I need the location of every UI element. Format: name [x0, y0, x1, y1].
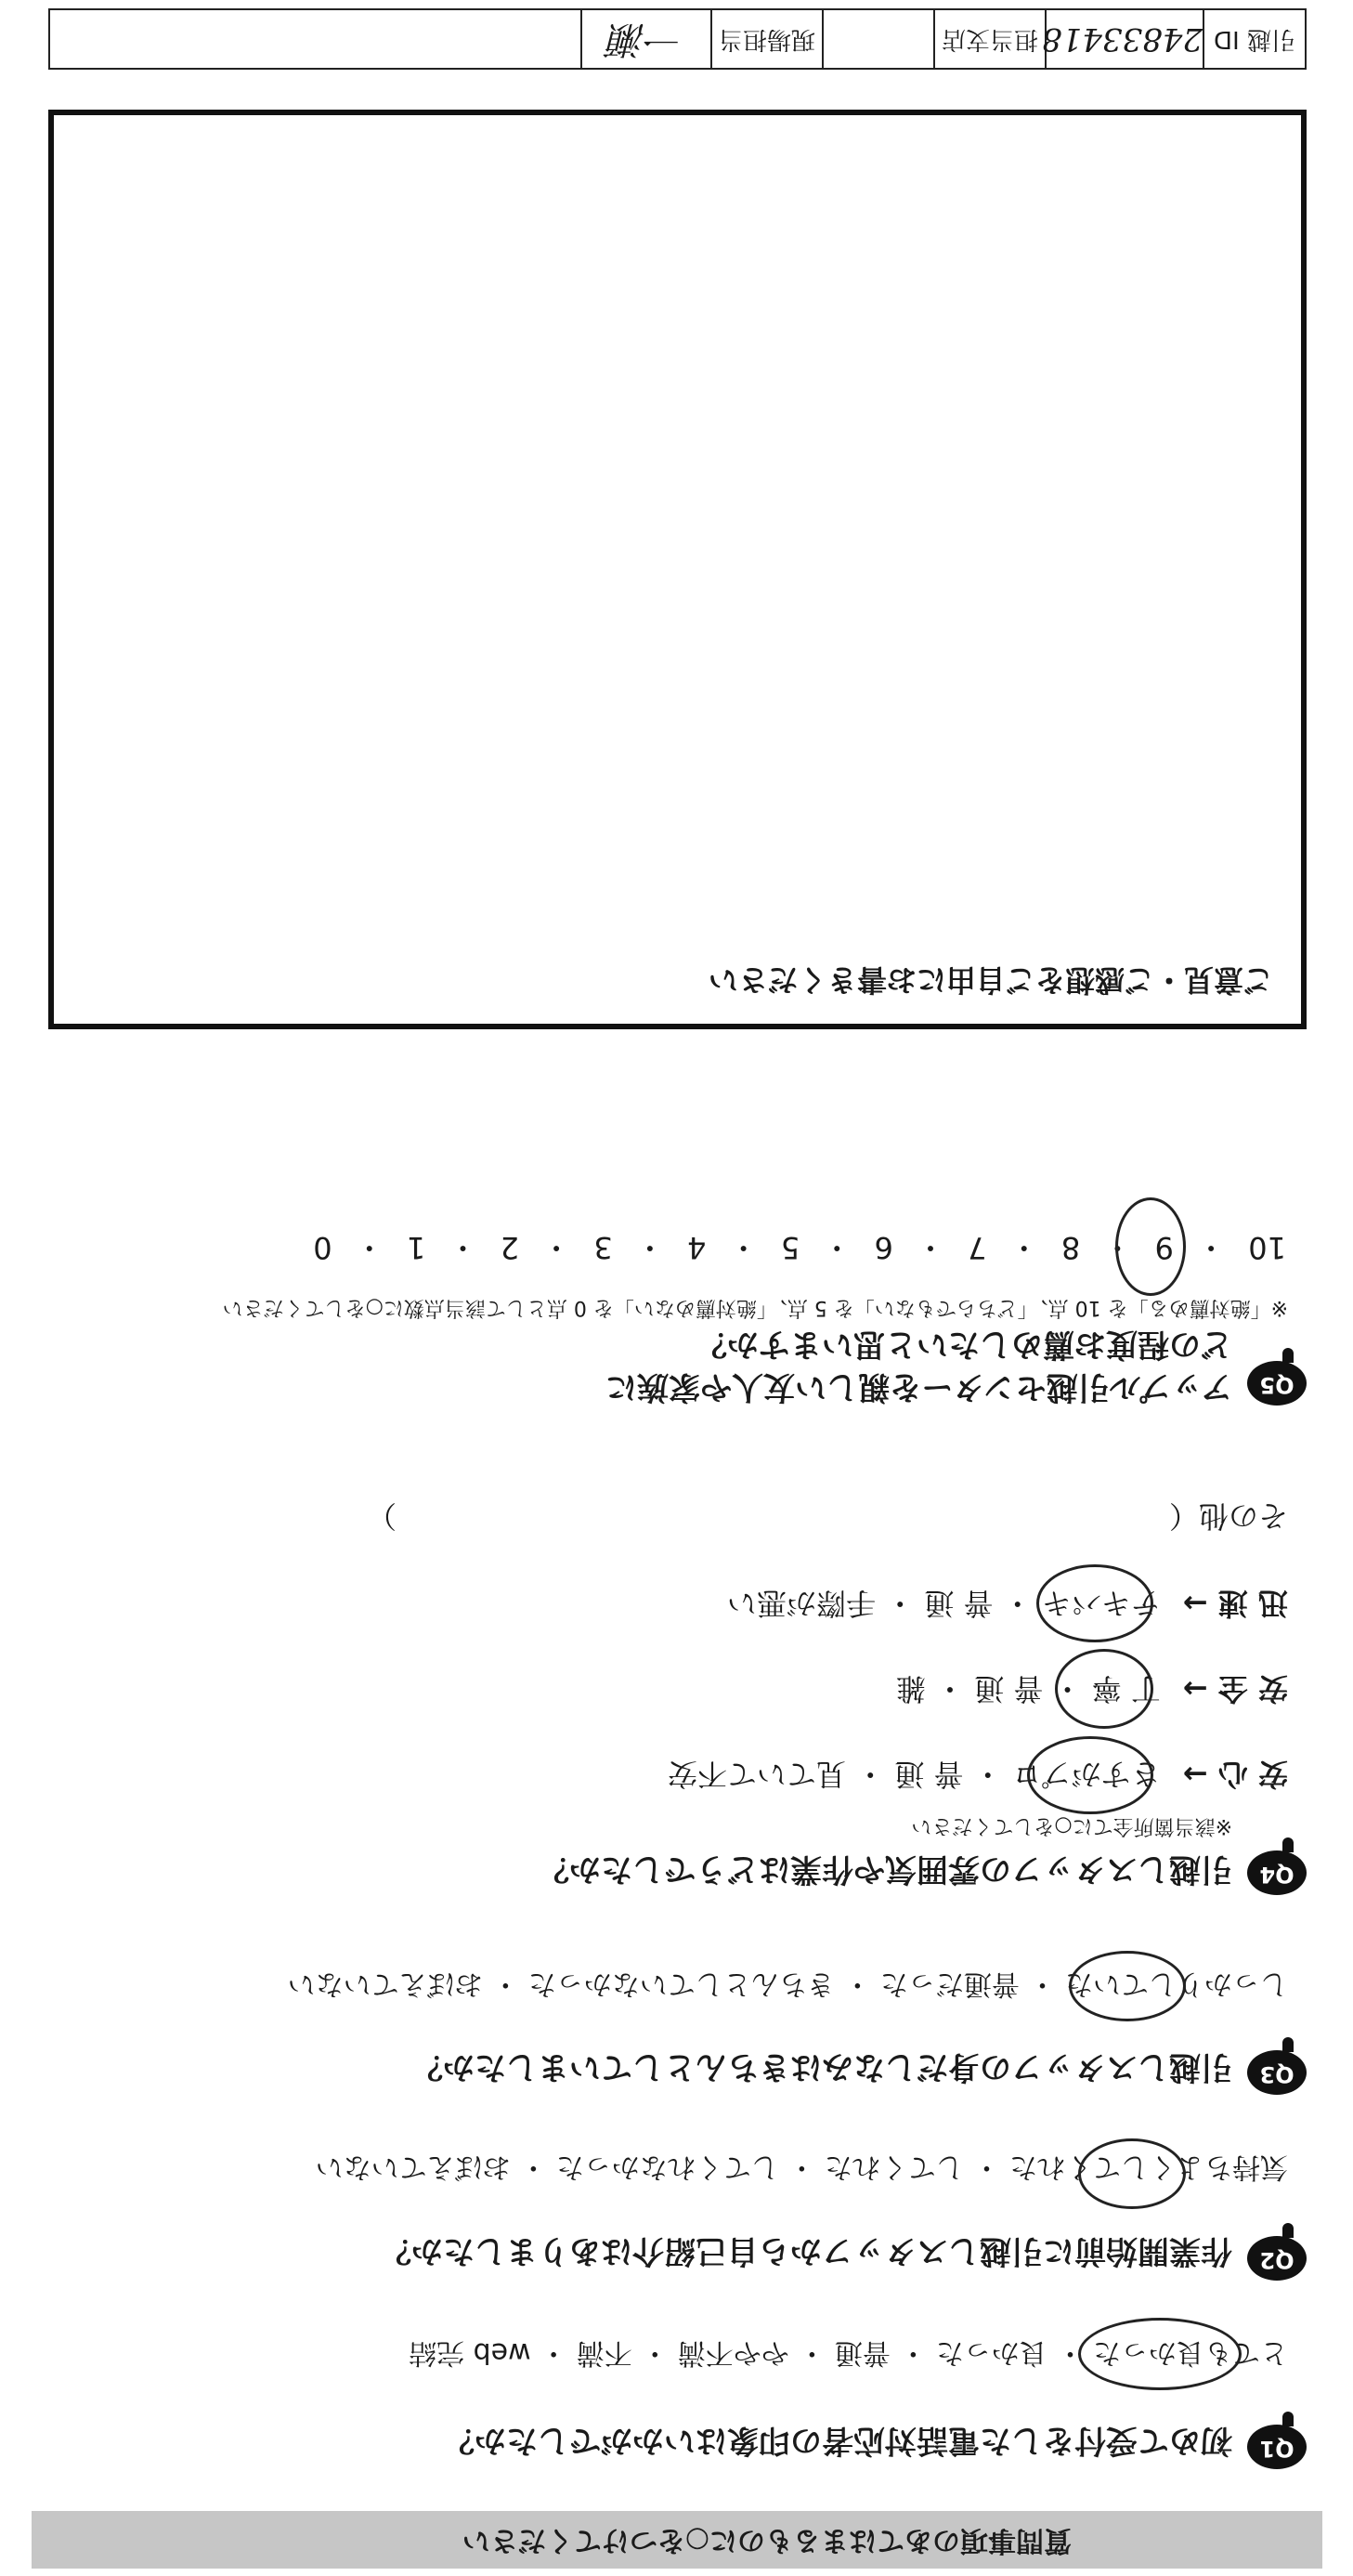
q1-question: 初めて受付をした電話対応者の印象はいかがでしたか？: [443, 2422, 1232, 2459]
q4-row-relief-options: さすがプロ ・ 普 通 ・ 見ていて不安: [668, 1757, 1161, 1792]
q4-question: 引越しスタッフの雰囲気や作業はどうでしたか？: [538, 1850, 1232, 1888]
q4-row-safety-options: 丁 寧 ・ 普 通 ・ 雑: [895, 1671, 1161, 1706]
footer-table: [48, 8, 1307, 70]
q3-answer-circle: [1069, 1951, 1186, 2021]
q3-badge: Q3: [1247, 2050, 1307, 2095]
q5-score-scale: 10 ・ 9 ・ 8 ・ 7 ・ 6 ・ 5 ・ 4 ・ 3 ・ 2 ・ 1 ・ 0: [313, 1230, 1286, 1265]
q1-badge: Q1: [1247, 2425, 1307, 2469]
q4-row-relief: [668, 1755, 1288, 1798]
comment-box-title: ご意見・ご感想をご自由にお書きください: [708, 962, 1273, 998]
q5-note: ※「絶対薦める」を 10 点、「どちらでもない」を 5 点、「絶対薦めない」を 0 点として該当点数に○をしてください: [222, 1296, 1288, 1319]
q4-speed-answer-circle: [1036, 1564, 1153, 1642]
q2-question: 作業開始前に引越しスタッフから自己紹介はありましたか？: [380, 2232, 1232, 2269]
q5-badge: Q5: [1247, 1361, 1307, 1406]
q4-row-speed-label: 迅 速 →: [1182, 1586, 1288, 1621]
q4-row-relief-label: 安 心 →: [1182, 1757, 1288, 1792]
instruction-header: 質問事項のあてはまるものに○をつけてください: [32, 2511, 1322, 2569]
q2-answer-circle: [1078, 2138, 1186, 2209]
q4-badge: Q4: [1247, 1850, 1307, 1895]
footer-branch-value: [822, 10, 933, 68]
q4-row-speed-options: テキパキ ・ 普 通 ・ 手際が悪い: [727, 1586, 1161, 1621]
q1-answer-circle: [1078, 2318, 1242, 2390]
q3-options: しっかりしていた ・ 普通だった ・ きちんとしていなかった ・ おぼえていない: [287, 1968, 1288, 2000]
q5-answer-circle: [1115, 1197, 1186, 1296]
q1-options: とても良かった ・ 良かった ・ 普通 ・ やや不満 ・ 不満 ・ web 完結: [409, 2336, 1288, 2369]
footer-leader-value: 一瀬: [580, 10, 710, 68]
q4-safety-answer-circle: [1055, 1649, 1153, 1729]
q2-options: 気持ちよくしてくれた ・ してくれた ・ してくれなかった ・ おぼえていない: [315, 2151, 1288, 2183]
footer-id-label: 引越 ID: [1203, 10, 1305, 68]
comment-box[interactable]: [48, 110, 1307, 1029]
q4-row-speed: [727, 1584, 1288, 1627]
footer-leader-label: 現場担当: [710, 10, 822, 68]
q4-relief-answer-circle: [1027, 1736, 1153, 1814]
footer-blank-cell: [50, 10, 580, 68]
q4-other: その他（ ）: [366, 1498, 1288, 1534]
q4-note: ※該当箇所全てに○をしてください: [911, 1814, 1232, 1837]
q5-question-line1: アップル引越センターを親しい友人や家族に: [605, 1368, 1232, 1406]
q2-badge: Q2: [1247, 2236, 1307, 2281]
q5-question-line2: どの程度お薦めしたいと思いますか？: [696, 1326, 1232, 1363]
footer-id-value: 24833418: [1045, 10, 1203, 68]
footer-branch-label: 担当支店: [933, 10, 1045, 68]
q4-row-safety-label: 安 全 →: [1182, 1671, 1288, 1706]
q3-question: 引越しスタッフの身だしなみはきちんとしていましたか？: [411, 2048, 1232, 2086]
